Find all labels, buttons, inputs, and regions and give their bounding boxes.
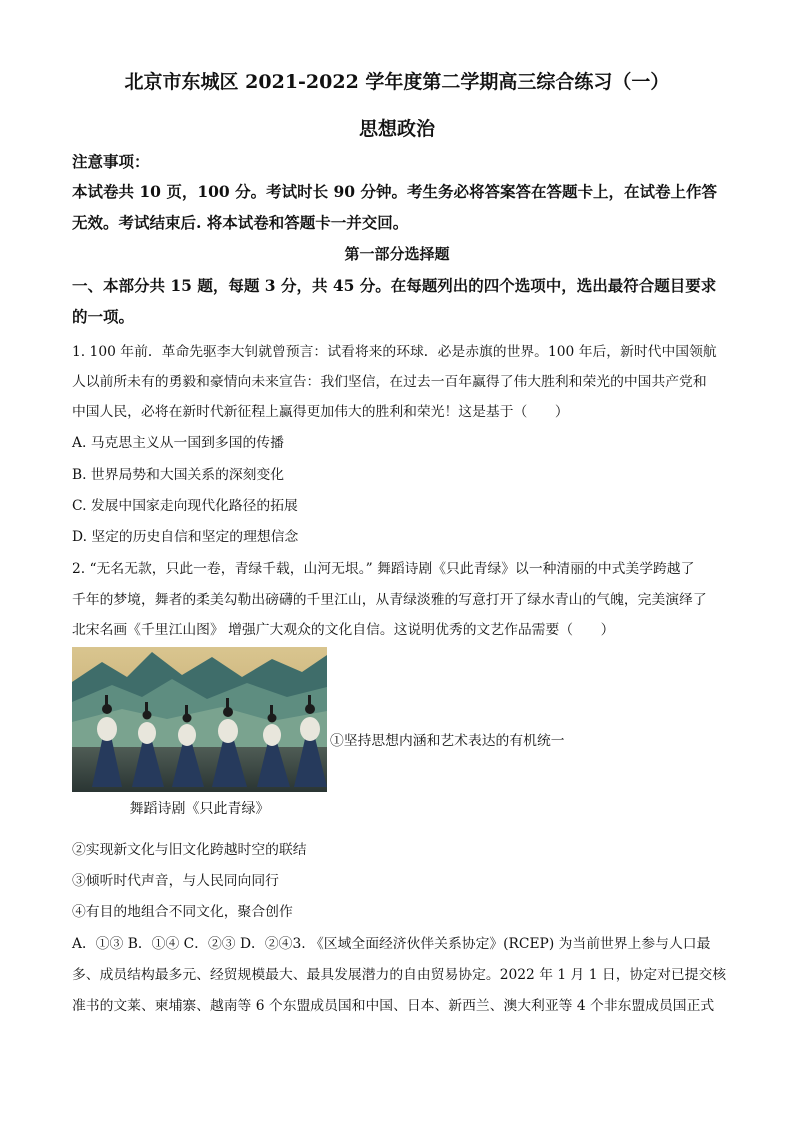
q3-line-2: 多、成员结构最多元、经贸规模最大、最具发展潜力的自由贸易协定。2022 年 1 月 1 日，协定对已提交核 bbox=[72, 967, 727, 983]
exam-title: 北京市东城区 2021-2022 学年度第二学期高三综合练习（一） bbox=[124, 71, 670, 93]
notice-line-2: 无效。考试结束后. 将本试卷和答题卡一并交回。 bbox=[72, 213, 409, 232]
q3-line-3: 准书的文莱、柬埔寨、越南等 6 个东盟成员国和中国、日本、新西兰、澳大利亚等 4 个非东盟成员国正式 bbox=[72, 998, 715, 1014]
subject-title: 思想政治 bbox=[358, 118, 435, 140]
q1-line-2: 人以前所未有的勇毅和豪情向未来宣告：我们坚信，在过去一百年赢得了伟大胜利和荣光的中国共产党和 bbox=[72, 374, 707, 390]
notice-line-1: 本试卷共 10 页，100 分。考试时长 90 分钟。考生务必将答案答在答题卡上，在试卷上作答 bbox=[72, 182, 717, 201]
part1-title: 第一部分选择题 bbox=[344, 245, 450, 263]
q2-item-1: ①坚持思想内涵和艺术表达的有机统一 bbox=[330, 733, 565, 749]
q1-line-3: 中国人民，必将在新时代新征程上赢得更加伟大的胜利和荣光！这是基于（ ） bbox=[72, 404, 569, 420]
notice-heading: 注意事项： bbox=[72, 152, 150, 171]
photo-caption: 舞蹈诗剧《只此青绿》 bbox=[129, 801, 270, 817]
q2-item-4: ④有目的地组合不同文化，聚合创作 bbox=[72, 904, 293, 920]
q1-option-d: D. 坚定的历史自信和坚定的理想信念 bbox=[72, 529, 299, 545]
dance-photo bbox=[72, 647, 327, 792]
part1-instruction-2: 的一项。 bbox=[72, 307, 135, 326]
part1-instruction-1: 一、本部分共 15 题，每题 3 分，共 45 分。在每题列出的四个选项中，选出最符合题目要求 bbox=[72, 276, 717, 295]
q2-item-2: ②实现新文化与旧文化跨越时空的联结 bbox=[72, 842, 307, 858]
q1-line-1: 1. 100 年前．革命先驱李大钊就曾预言：试看将来的环球．必是赤旗的世界。100 年后，新时代中国领航 bbox=[72, 344, 717, 360]
q2-item-3: ③倾听时代声音，与人民同向同行 bbox=[72, 873, 279, 889]
q2-line-1: 2. “无名无款，只此一卷，青绿千载，山河无垠。” 舞蹈诗剧《只此青绿》以一种清丽的中式美学跨越了 bbox=[72, 561, 695, 577]
q2-q3-line bbox=[72, 932, 710, 952]
q2-options: A．①③ B．①④ C．②③ D．②④ bbox=[72, 936, 293, 952]
q2-line-2: 千年的梦境，舞者的柔美勾勒出磅礴的千里江山，从青绿淡雅的写意打开了绿水青山的气魄，完美演绎了 bbox=[72, 592, 707, 608]
q2-line-3: 北宋名画《千里江山图》 增强广大观众的文化自信。这说明优秀的文艺作品需要（ ） bbox=[72, 622, 615, 638]
q1-option-a: A. 马克思主义从一国到多国的传播 bbox=[72, 435, 284, 451]
q1-option-b: B. 世界局势和大国关系的深刻变化 bbox=[72, 467, 285, 483]
q1-option-c: C. 发展中国家走向现代化路径的拓展 bbox=[72, 498, 298, 514]
q3-line-1: 3. 《区域全面经济伙伴关系协定》(RCEP) 为当前世界上参与人口最 bbox=[292, 936, 711, 952]
